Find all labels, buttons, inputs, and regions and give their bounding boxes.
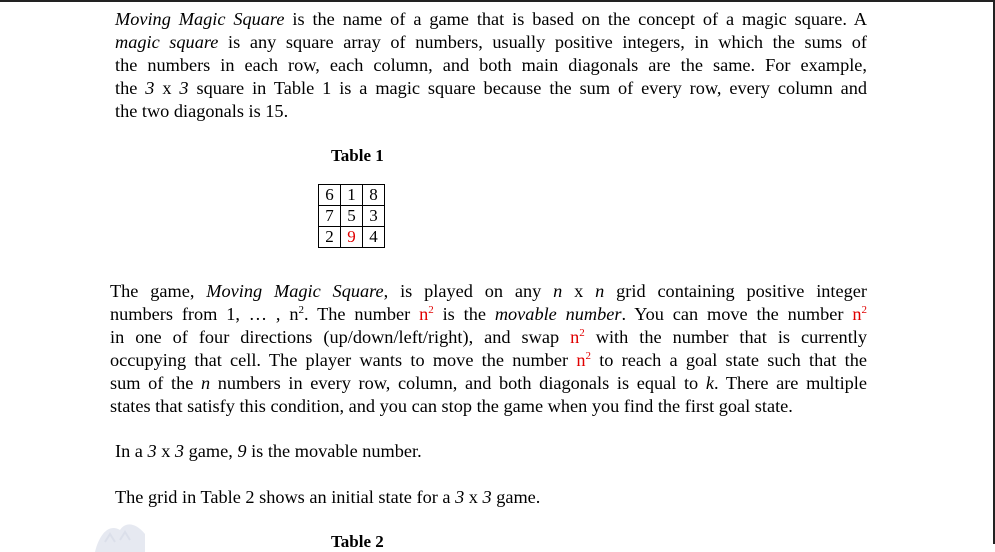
text-line: Moving Magic Square is the name of a game that is based on the concept of a magic square. A	[115, 9, 867, 29]
text-line: the two diagonals is 15.	[115, 101, 289, 121]
text-line: states that satisfy this condition, and you can stop the game when you find the first goal state.	[110, 396, 793, 416]
text-line: magic square is any square array of numbers, usually positive integers, in which the sums of	[115, 32, 867, 52]
table-row	[319, 206, 385, 227]
text-line: sum of the n numbers in every row, column, and both diagonals is equal to k. There are multiple	[110, 373, 867, 393]
text-line: in one of four directions (up/down/left/right), and swap $n^2$ with the number that is currently	[110, 327, 867, 347]
watermark-logo-icon	[90, 512, 150, 552]
text-line: occupying that cell. The player wants to move the number $n^2$ to reach a goal state such that the	[110, 350, 868, 370]
paragraph-table2-intro: The grid in Table 2 shows an initial state for a 3 x 3 game.	[115, 487, 541, 507]
magic-square-table	[318, 184, 385, 248]
table-cell-movable: 9	[341, 227, 363, 248]
text-line: the numbers in each row, each column, and both main diagonals are the same. For example,	[115, 55, 867, 75]
paragraph-game-rules	[110, 280, 867, 418]
paragraph-intro	[115, 8, 867, 123]
table-row	[319, 185, 385, 206]
paragraph-movable-number: In a 3 x 3 game, 9 is the movable number.	[115, 441, 422, 461]
text-line: The game, Moving Magic Square, is played on any n x n grid containing positive integer	[110, 281, 867, 301]
table-cell: 8	[363, 185, 385, 206]
table-cell: 3	[363, 206, 385, 227]
table-cell: 7	[319, 206, 341, 227]
text-line: the 3 x 3 square in Table 1 is a magic square because the sum of every row, every column and	[115, 78, 868, 98]
table-cell: 2	[319, 227, 341, 248]
table-cell: 1	[341, 185, 363, 206]
table2-caption: Table 2	[331, 532, 384, 551]
table-row	[319, 227, 385, 248]
text-line: numbers from 1, … , $n^2$. The number $n^2$ is the movable number. You can move the number $n^2$	[110, 304, 867, 324]
table-cell: 4	[363, 227, 385, 248]
window-top-border	[0, 0, 995, 2]
table-cell: 5	[341, 206, 363, 227]
table-cell: 6	[319, 185, 341, 206]
table1-caption: Table 1	[331, 146, 384, 165]
